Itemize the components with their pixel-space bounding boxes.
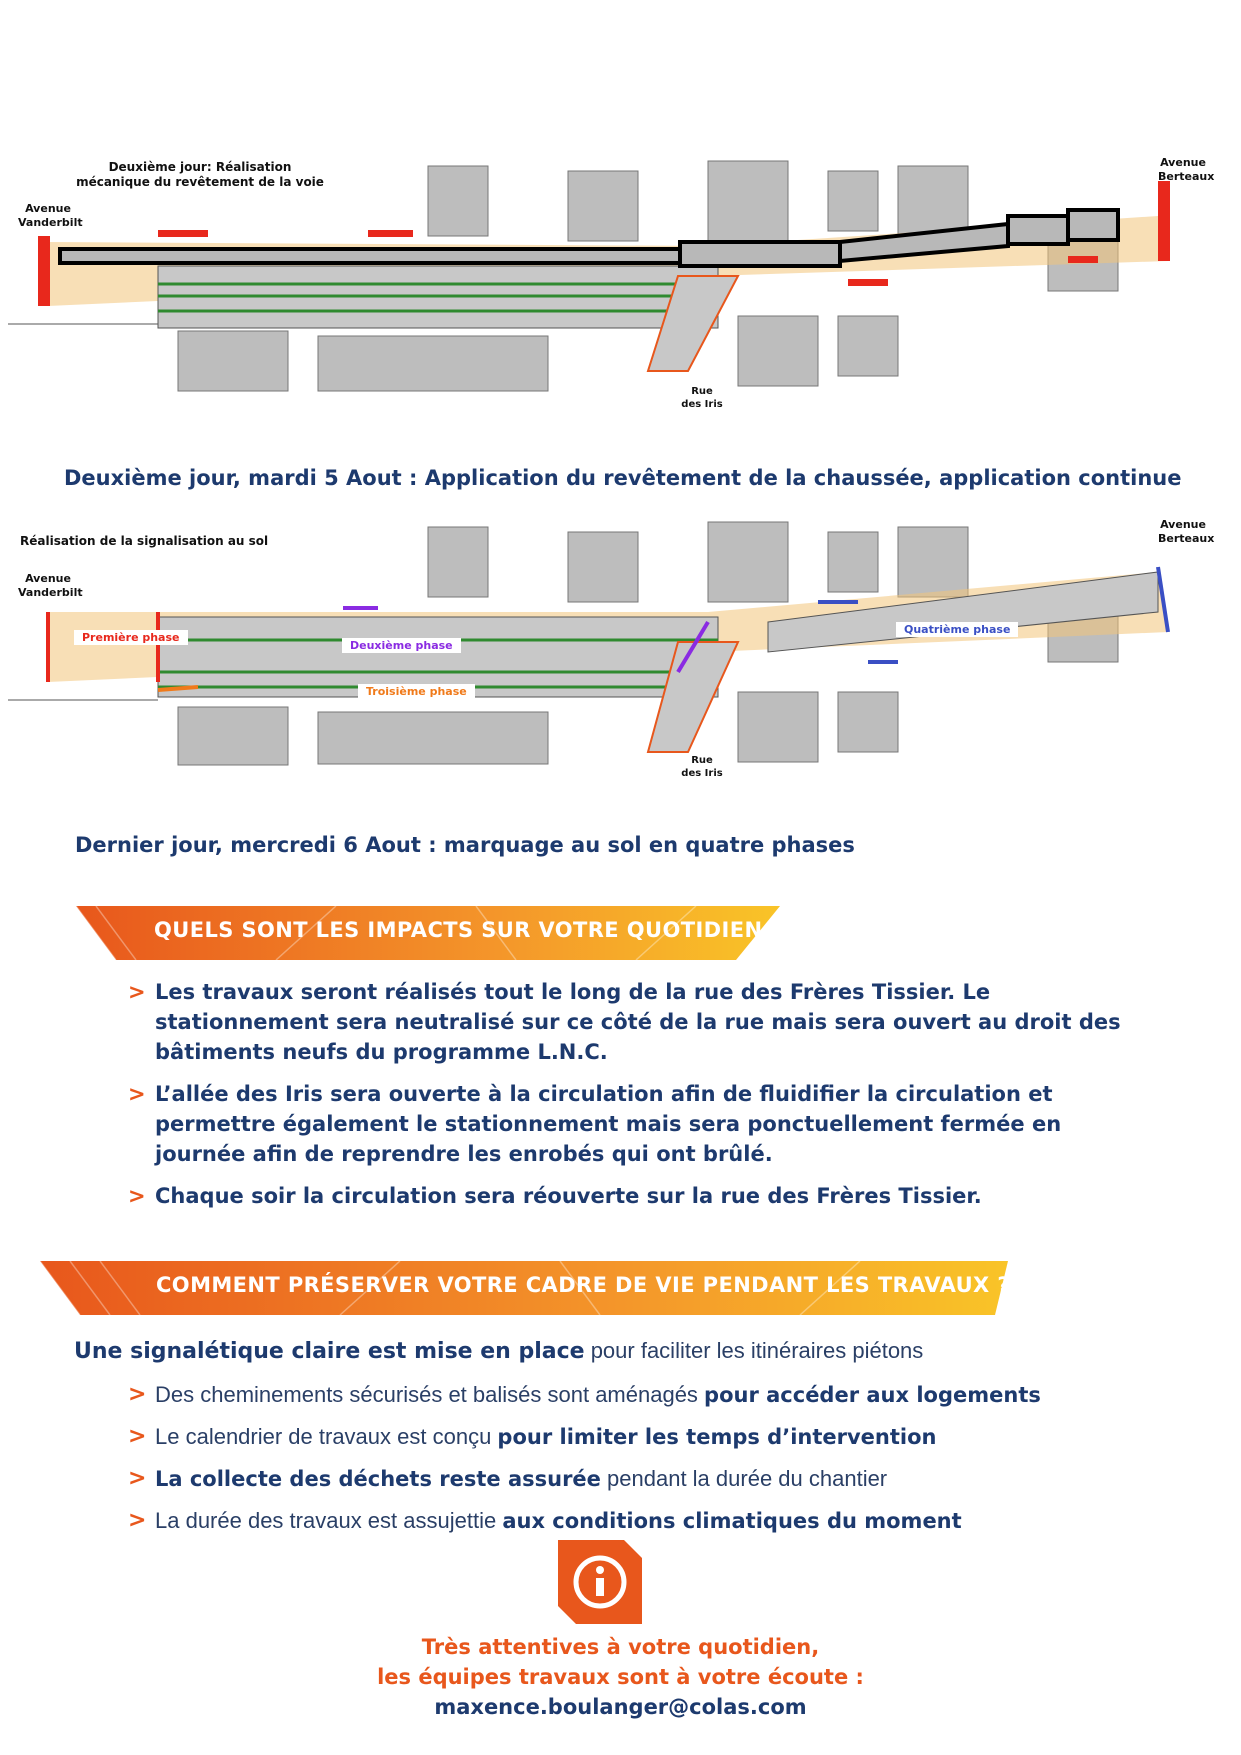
plan1-bottom-street xyxy=(674,386,730,411)
plan2-right-street-line1: Avenue xyxy=(1160,518,1206,531)
banner-cadre-de-vie xyxy=(40,1261,1008,1315)
plan1-right-street-line2: Berteaux xyxy=(1158,169,1215,183)
cadre-item-bold: pour accéder aux logements xyxy=(704,1383,1041,1407)
cadre-item-bold: La collecte des déchets reste assurée xyxy=(155,1467,601,1491)
plan-signalisation xyxy=(8,512,1215,784)
banner-cadre-title: COMMENT PRÉSERVER VOTRE CADRE DE VIE PENDANT LES TRAVAUX ? xyxy=(156,1273,1010,1297)
impacts-item-text: Chaque soir la circulation sera réouverte sur la rue des Frères Tissier. xyxy=(155,1184,982,1208)
bullet-marker: > xyxy=(128,1082,146,1106)
plan2-title: Réalisation de la signalisation au sol xyxy=(20,534,269,548)
plan-signalisation-drawing xyxy=(8,512,1208,784)
banner-impacts-title: QUELS SONT LES IMPACTS SUR VOTRE QUOTIDIEN ? xyxy=(154,918,783,942)
plan2-right-street xyxy=(1158,518,1215,546)
caption-dernier-jour: Dernier jour, mercredi 6 Aout : marquage au sol en quatre phases xyxy=(75,833,855,857)
plan2-bottom-street xyxy=(674,755,730,780)
signaletique-intro-bold: Une signalétique claire est mise en place xyxy=(74,1339,585,1364)
cadre-list xyxy=(128,1380,1158,1548)
plan2-left-street-line1: Avenue xyxy=(25,572,71,585)
cadre-item xyxy=(128,1422,1158,1452)
bullet-marker: > xyxy=(128,980,146,1004)
bullet-marker: > xyxy=(128,1184,146,1208)
caption-deuxieme-jour: Deuxième jour, mardi 5 Aout : Application du revêtement de la chaussée, application continue xyxy=(64,466,1182,490)
cadre-item-bold: pour limiter les temps d’intervention xyxy=(497,1425,937,1449)
plan2-left-street-line2: Vanderbilt xyxy=(18,585,83,599)
phase-label-quatrieme: Quatrième phase xyxy=(896,622,1018,637)
plan1-left-street-line1: Avenue xyxy=(25,202,71,215)
plan1-title-line2: mécanique du revêtement de la voie xyxy=(76,175,324,189)
contact-block xyxy=(0,1632,1241,1722)
plan2-left-street xyxy=(18,572,83,600)
impacts-item xyxy=(128,1079,1158,1169)
plan1-title xyxy=(70,160,330,190)
phase-label-deuxieme: Deuxième phase xyxy=(342,638,461,653)
plan1-right-street-line1: Avenue xyxy=(1160,156,1206,169)
impacts-list xyxy=(128,977,1158,1223)
signaletique-intro xyxy=(74,1338,923,1364)
plan2-bottom-street-line2: des Iris xyxy=(681,767,723,779)
plan1-right-street xyxy=(1158,156,1215,184)
plan1-title-line1: Deuxième jour: Réalisation xyxy=(108,160,292,174)
contact-line1: Très attentives à votre quotidien, xyxy=(421,1635,820,1659)
impacts-item xyxy=(128,977,1158,1067)
plan2-right-street-line2: Berteaux xyxy=(1158,531,1215,545)
bullet-marker: > xyxy=(128,1466,147,1491)
plan2-bottom-street-line1: Rue xyxy=(691,755,713,766)
signaletique-intro-rest: pour faciliter les itinéraires piétons xyxy=(584,1338,924,1363)
plan1-bottom-street-line2: des Iris xyxy=(681,398,723,410)
plan1-left-street xyxy=(18,202,83,230)
info-icon xyxy=(558,1540,642,1624)
bullet-marker: > xyxy=(128,1508,147,1533)
plan-revetement xyxy=(8,146,1215,416)
cadre-item-before: Le calendrier de travaux est conçu xyxy=(155,1424,498,1449)
cadre-item-before: La durée des travaux est assujettie xyxy=(155,1508,503,1533)
cadre-item xyxy=(128,1464,1158,1494)
phase-label-premiere: Première phase xyxy=(74,630,188,645)
bullet-marker: > xyxy=(128,1424,147,1449)
impacts-item-text: Les travaux seront réalisés tout le long de la rue des Frères Tissier. Le stationnement sera neutralisé sur ce côté de la rue mais sera ouvert au droit des bâtiments neufs du programme L.N.C. xyxy=(155,980,1121,1064)
contact-line2: les équipes travaux sont à votre écoute : xyxy=(377,1665,864,1689)
plan1-bottom-street-line1: Rue xyxy=(691,386,713,397)
cadre-item xyxy=(128,1380,1158,1410)
impacts-item-text: L’allée des Iris sera ouverte à la circulation afin de fluidifier la circulation et permettre également le stationnement mais sera ponctuellement fermée en journée afin de reprendre les enrobés qui ont brûlé. xyxy=(155,1082,1062,1166)
cadre-item-after: pendant la durée du chantier xyxy=(600,1466,888,1491)
banner-impacts xyxy=(76,906,783,960)
phase-label-troisieme: Troisième phase xyxy=(358,684,475,699)
cadre-item-bold: aux conditions climatiques du moment xyxy=(502,1509,962,1533)
contact-email[interactable]: maxence.boulanger@colas.com xyxy=(434,1695,807,1719)
impacts-item xyxy=(128,1181,1158,1211)
cadre-item xyxy=(128,1506,1158,1536)
bullet-marker: > xyxy=(128,1382,147,1407)
cadre-item-before: Des cheminements sécurisés et balisés sont aménagés xyxy=(155,1382,705,1407)
plan1-left-street-line2: Vanderbilt xyxy=(18,215,83,229)
